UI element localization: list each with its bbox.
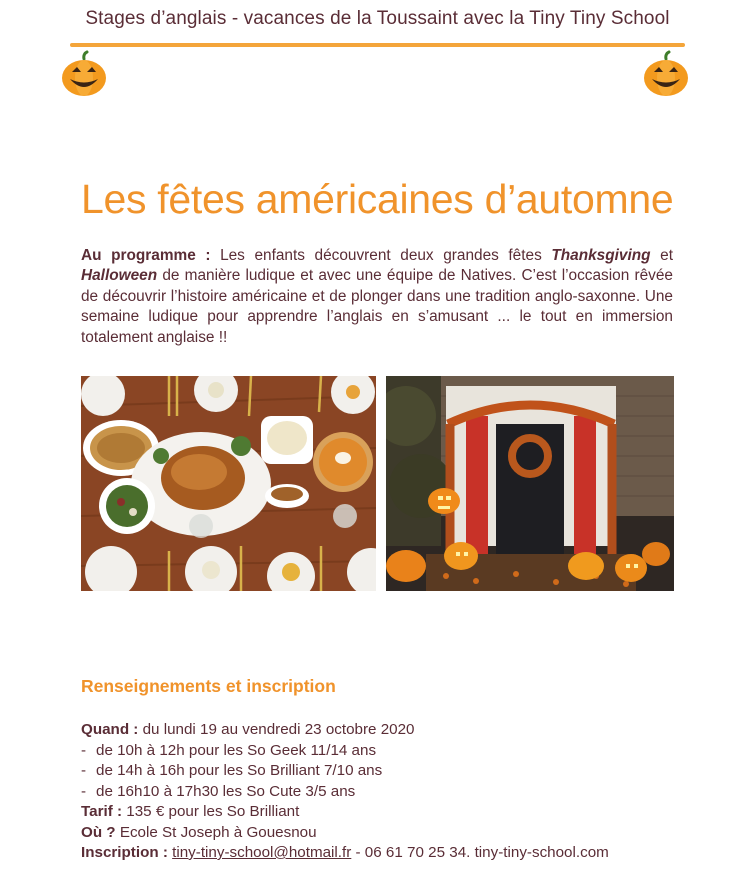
- contact-details: - 06 61 70 25 34. tiny-tiny-school.com: [351, 844, 609, 861]
- quand-line: [81, 720, 701, 741]
- tarif-label: Tarif :: [81, 803, 123, 820]
- schedule-item: [81, 782, 701, 803]
- schedule-item: [81, 761, 701, 782]
- jack-o-lantern-icon: [60, 50, 108, 98]
- section-title: Renseignements et inscription: [81, 676, 336, 696]
- header-divider: [70, 43, 685, 47]
- halloween-term: Halloween: [81, 267, 158, 285]
- inscription-label: Inscription :: [81, 844, 168, 861]
- location-label: Où ?: [81, 823, 116, 841]
- intro-label: Au programme :: [81, 247, 211, 264]
- bullet-dash: -: [81, 782, 87, 800]
- tarif-value: 135 € pour les So Brilliant: [122, 803, 300, 820]
- halloween-door-photo: [386, 376, 674, 591]
- header-title: Stages d’anglais - vacances de la Toussaint avec la Tiny Tiny School: [85, 8, 670, 29]
- bullet-dash: -: [81, 741, 87, 759]
- thanksgiving-table-photo: [81, 376, 376, 591]
- tarif-line: [81, 802, 701, 823]
- bullet-dash: -: [81, 762, 87, 779]
- page-title: Les fêtes américaines d’automne: [81, 176, 674, 222]
- location-line: [81, 823, 701, 844]
- quand-label: Quand :: [81, 721, 139, 738]
- schedule-text: de 16h10 à 17h30 les So Cute 3/5 ans: [96, 782, 356, 800]
- email-link[interactable]: tiny-tiny-school@hotmail.fr: [172, 844, 352, 861]
- quand-value: du lundi 19 au vendredi 23 octobre 2020: [138, 721, 415, 738]
- intro-text-2: et: [650, 247, 673, 264]
- intro-text-3: de manière ludique et avec une équipe de Natives. C’est l’occasion rêvée de découvrir l’histoire américaine et de plonger dans une tradition anglo-saxonne. Une semaine ludique pour apprendre l’anglais en s’amusant ... le tout en immersion totalement anglaise !!: [81, 267, 673, 346]
- intro-paragraph: [81, 246, 673, 348]
- thanksgiving-term: Thanksgiving: [551, 247, 651, 264]
- info-block: [81, 720, 701, 864]
- intro-text-1: Les enfants découvrent deux grandes fêtes: [210, 247, 552, 264]
- location-value: Ecole St Joseph à Gouesnou: [115, 823, 317, 841]
- jack-o-lantern-icon: [642, 50, 690, 98]
- inscription-line: [81, 843, 701, 864]
- schedule-text: de 14h à 16h pour les So Brilliant 7/10 ans: [96, 762, 383, 779]
- schedule-text: de 10h à 12h pour les So Geek 11/14 ans: [96, 741, 377, 759]
- schedule-item: [81, 741, 701, 762]
